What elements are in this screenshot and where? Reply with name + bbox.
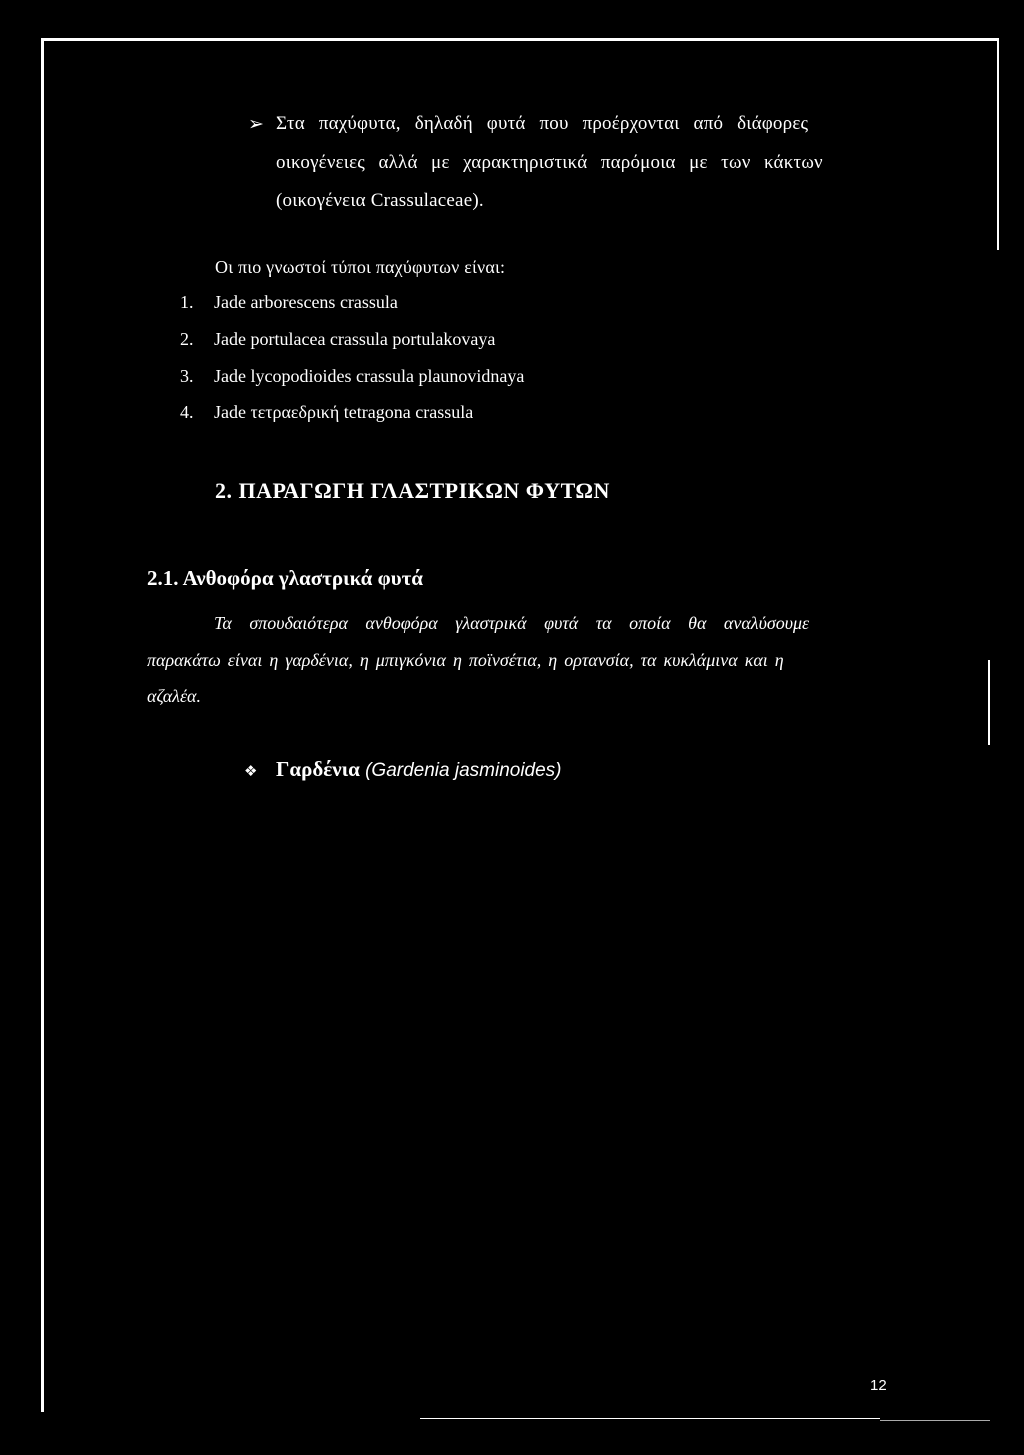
list-item-number: 1. <box>180 292 194 312</box>
list-item-number: 3. <box>180 366 194 386</box>
list-item-text: Jade portulacea crassula portulakovaya <box>214 329 496 349</box>
list-item <box>180 329 495 350</box>
arrow-bullet-icon: ➢ <box>248 114 265 135</box>
page-number: 12 <box>870 1377 887 1394</box>
paragraph-text-1: Τα σπουδαιότερα ανθοφόρα γλαστρικά φυτά τα οποία θα αναλύσουμε <box>214 613 810 633</box>
intro-line-1 <box>276 113 899 135</box>
gardenia-name: Γαρδένια <box>276 757 360 781</box>
list-item <box>180 402 473 423</box>
page-border-top <box>42 38 999 41</box>
intro-text-1: Στα παχύφυτα, δηλαδή φυτά που προέρχονται από διάφορες <box>276 113 809 134</box>
types-lead: Οι πιο γνωστοί τύποι παχύφυτων είναι: <box>215 257 506 277</box>
list-item <box>180 366 524 387</box>
list-item-number: 2. <box>180 329 194 349</box>
list-item-text: Jade lycopodioides crassula plaunovidnaya <box>214 366 525 386</box>
page-border-bottom-faint <box>880 1420 990 1421</box>
gardenia-latin-name: (Gardenia jasminoides) <box>365 760 562 781</box>
list-item-text: Jade arborescens crassula <box>214 292 398 312</box>
page-border-left <box>41 38 44 1412</box>
page-border-right-lower <box>988 660 990 745</box>
page-border-bottom <box>420 1418 880 1419</box>
paragraph-line-3: αζαλέα. <box>147 686 201 706</box>
intro-line-2: οικογένειες αλλά με χαρακτηριστικά παρόμοια με των κάκτων <box>276 152 823 173</box>
intro-line-3: (οικογένεια Crassulaceae). <box>276 190 484 211</box>
intro-bullet-line <box>248 113 276 136</box>
paragraph-line-2: παρακάτω είναι η γαρδένια, η μπιγκόνια η ποϊνσέτια, η ορτανσία, τα κυκλάμινα και η <box>147 650 784 670</box>
page-border-right <box>997 40 999 250</box>
paragraph-line-1 <box>214 613 888 634</box>
subsection-heading: 2.1. Ανθοφόρα γλαστρικά φυτά <box>147 566 423 590</box>
gardenia-heading <box>244 757 562 782</box>
section-heading: 2. ΠΑΡΑΓΩΓΗ ΓΛΑΣΤΡΙΚΩΝ ΦΥΤΩΝ <box>215 478 610 503</box>
list-item-text: Jade τετραεδρική tetragona crassula <box>214 402 474 422</box>
list-item <box>180 292 398 313</box>
list-item-number: 4. <box>180 402 194 422</box>
diamond-bullet-icon: ❖ <box>244 763 258 780</box>
